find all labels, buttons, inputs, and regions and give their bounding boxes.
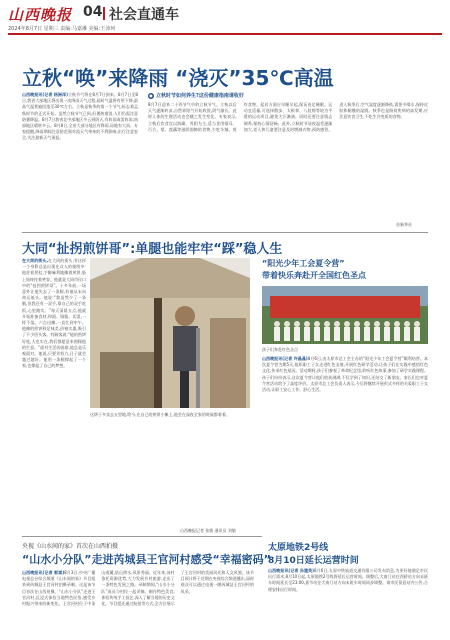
story4-lead: 山西晚报讯(记者 孙建英) (268, 568, 315, 573)
story1-subheading (148, 92, 244, 99)
story2-headline: 大同“扯拐煎饼哥”:单腿也能牢牢“踩”稳人生 (22, 242, 283, 257)
masthead (8, 4, 442, 24)
promo-title-line1: “阳光少年工会夏令营” (262, 259, 345, 268)
story3-lead: 山西晚报讯(记者 郭斌) (22, 570, 65, 575)
story2-photo-caption: 这饼子多卖去五里地,给今,在自己的煎饼小摊上,他会在深夜全家的时候都着着。 (90, 412, 230, 417)
divider-rule (22, 232, 428, 233)
story1-subheading-text: 立秋时节如何养生?这份健康指南请收好 (156, 93, 244, 99)
promo-body (262, 356, 428, 520)
divider-rule (22, 536, 262, 537)
story3-headline: “山水小分队”走进芮城县王官河村感受“幸福密码” (22, 553, 271, 566)
page-number: 04 (83, 4, 103, 20)
story1-byline: 首新华社 (396, 222, 412, 227)
story4-headline-line1: 太原地铁2号线 (268, 543, 329, 553)
promo-title-line2: 带着快乐奔赴开全国红色圣点 (262, 271, 366, 280)
story1-text: 立秋节气将在8月7日到来。8月7日至8日,我省大部地区将出现一次降雨天气过程,届时气温将有所下降,最高气温普遍回落至30℃左右。立秋是秋季的第一个节气,标志着孟秋时节的正式开始。虽然立秋节气已到,但暑热难消,人们仍需注意防暑降温。8月7日我省北中部地区多云到阴天,有阵雨或雷阵雨;南部地区晴转多云。8月8日,全省大部分地区有降雨,局地有大雨。专家提醒,降雨期间注意防范强对流天气带来的不利影响,出行注意安全,关注最新天气预报。 (22, 92, 138, 141)
story1-lead: 山西晚报讯(记者 杨洲洋) (22, 92, 68, 97)
group-photo-icon (262, 286, 428, 344)
story1-sub-body: 8月7日迎来二十四节气中的立秋节气。立秋以后天气逐渐转凉,自然界阳气开始收敛,阴气渐长。此时人体的生理活动也会随之发生变化。专家表示,立秋后饮食宜以润燥、养阴为主,适当食用银耳、百合、梨、莲藕等滋阴润肺的食物,少吃辛辣、煎炸食物。起居方面应早睡早起,保证充足睡眠。运动宜适量,可选择散步、太极拳、八段锦等较为平缓的运动项目,避免大汗淋漓。同时还要注意情志调养,保持心情舒畅。此外,立秋时节昼夜温差逐渐加大,老人和儿童要注意及时增减衣物,预防感冒。进入秋季后,空气湿度逐渐降低,需要多喝水,保持皮肤和黏膜的湿润。秋季也是肠胃疾病的高发期,应注意饮食卫生,不吃生冷变质的食物。 (148, 102, 428, 132)
masthead-divider (103, 7, 105, 20)
story3-text: 8月3日,中央广播电视总台综合频道《山水间的家》节目组来到芮城县王官河村拍摄录制。这是该节目首次在山西拍摄。“山水小分队”走进王官河村,沉浸式体验当地特色民俗,感受乡村振兴带来的新变化。王官河村位于中条山南麓,依山傍水,风景秀丽。近年来,该村依托资源优势,大力发展乡村旅游,走出了一条特色发展之路。录制期间,“山水小分队”成员与村民一起采摘、制作特色美食,体验传统手工技艺,深入了解当地的历史文化。节目组还通过航拍等方式,全方位展示了王官河村的美丽风光和人文风貌。该节目预计将于近期在央视综合频道播出,届时观众可以通过电视一睹芮城县王官河村的风采。 (22, 570, 254, 607)
story3-body (22, 570, 254, 636)
story2-byline: 山西晚报记者 张敏 通讯员 刘敏 (180, 528, 236, 533)
promo-text: 8月6日,由太原市总工会主办的“阳光少年工会夏令营”顺利结营。本次夏令营为期5天,组织职工子女走进红色圣地,开展红色研学活动,让孩子们在实践中感悟红色文化,传承红色基因。活动期间,孩子们参观了革命纪念馆,聆听红色故事,参加了研学实践课程。孩子们纷纷表示,这次夏令营让他们收获满满,不仅学到了知识,还结交了新朋友。家长们也对夏令营活动给予了高度评价。太原市总工会负责人表示,今后将继续开展形式多样的关爱职工子女活动,让职工安心工作、舒心生活。 (262, 356, 428, 393)
story2-text: 在大同的街头,有这样一个身影总是出现在众人的视线中:他拄着拐杖,手脚麻利地摊着煎饼,脸上始终挂着笑容。他就是大同市民口中的“扯拐煎饼哥”。十多年前,一场意外让他失去了一条腿,但他从未向命运低头。他说:“我虽然少了一条腿,但我还有一双手,靠自己的双手吃饭,心里踏实。”每天清晨五点,他就开始准备食材,和面、调酱、切菜,一样不落。六点出摊,一直忙到中午。他摊的煎饼料足味美,价格实惠,吸引了不少回头客。有顾客说:“他的煎饼好吃,人也实在,我们都愿意来照顾他的生意。”面对生活的困难,他总是乐观面对。他说,只要肯努力,日子就会越过越好。他用一条腿撑起了一个家,也撑起了自己的梦想。 (22, 258, 86, 369)
bullet-icon: ● (149, 93, 153, 98)
story2-body (22, 258, 86, 520)
masthead-rule (8, 33, 442, 35)
story2-body-continued (90, 420, 250, 532)
street-vendor-photo-icon (90, 258, 250, 408)
story4-text: 8月6日,太原中铁轨道交通有限公司发布消息,为更好地满足市民出行需求,8月10日起,太原地铁2号线将延长运营时间。调整后,大南门站往西桥站方向末班车时间延长至23:00,嘉节站往大南门站方向末班车时间同步调整。请市民留意站内公告,合理安排出行时间。 (268, 568, 428, 592)
story4-body (268, 568, 428, 636)
story1-body (22, 92, 138, 226)
promo-photo-caption: 孩子们奔赴红色圣点 (262, 347, 298, 352)
story4-headline-line2: 8月10日延长运营时间 (268, 556, 359, 566)
promo-lead: 山西晚报讯(记者 许晶晶) (262, 356, 308, 361)
newspaper-logo: 山西晚报 (8, 6, 73, 24)
story2-photo (90, 258, 250, 408)
story1-headline: 立秋“唤”来降雨 “浇灭”35℃高温 (22, 66, 334, 90)
promo-photo (262, 286, 428, 344)
section-title: 社会直通车 (109, 7, 179, 23)
story3-kicker: 央视《山水间的家》首次在山西拍摄 (22, 543, 119, 550)
dateline: 2024年8月7日 星期三 责编:马嘉琳 美编:王沛珂 (8, 26, 116, 32)
story2-lead: 在大同的街头, (22, 258, 48, 263)
